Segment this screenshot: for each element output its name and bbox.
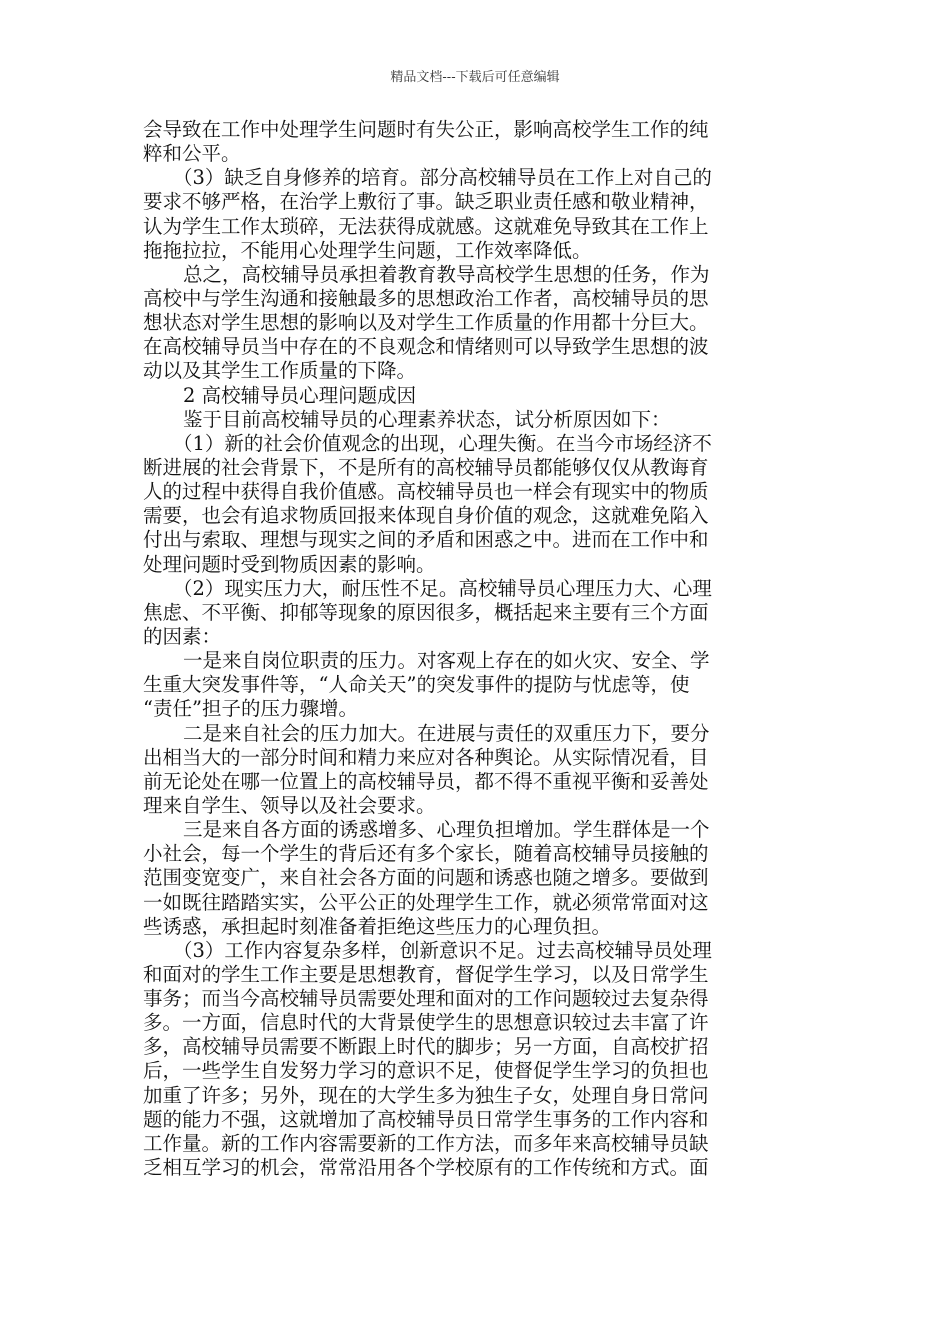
text-line: 乏相互学习的机会，常常沿用各个学校原有的工作传统和方式。面	[143, 1156, 709, 1180]
text-line: 和面对的学生工作主要是思想教育，督促学生学习，以及日常学生	[143, 962, 709, 986]
text-line: 想状态对学生思想的影响以及对学生工作质量的作用都十分巨大。	[143, 311, 709, 335]
text-line: 焦虑、不平衡、抑郁等现象的原因很多，概括起来主要有三个方面	[143, 600, 709, 624]
text-line: 事务；而当今高校辅导员需要处理和面对的工作问题较过去复杂得	[143, 987, 709, 1011]
text-line: （3）工作内容复杂多样，创新意识不足。过去高校辅导员处理	[173, 938, 712, 962]
page-header: 精品文档---下载后可任意编辑	[390, 70, 560, 85]
text-line: 三是来自各方面的诱惑增多、心理负担增加。学生群体是一个	[183, 818, 710, 842]
text-line: 人的过程中获得自我价值感。高校辅导员也一样会有现实中的物质	[143, 480, 709, 504]
text-line: 付出与索取、理想与现实之间的矛盾和困惑之中。进而在工作中和	[143, 528, 709, 552]
text-line: 一如既往踏踏实实，公平公正的处理学生工作，就必须常常面对这	[143, 890, 709, 914]
text-line: 后，一些学生自发努力学习的意识不足，使督促学生学习的负担也	[143, 1059, 709, 1083]
text-line: 断进展的社会背景下，不是所有的高校辅导员都能够仅仅从教诲育	[143, 455, 709, 479]
text-line: 在高校辅导员当中存在的不良观念和情绪则可以导致学生思想的波	[143, 335, 709, 359]
text-line: 多，高校辅导员需要不断跟上时代的脚步；另一方面，自高校扩招	[143, 1035, 709, 1059]
text-line: （1）新的社会价值观念的出现，心理失衡。在当今市场经济不	[173, 431, 712, 455]
text-line: （3）缺乏自身修养的培育。部分高校辅导员在工作上对自己的	[173, 166, 712, 190]
document-body	[143, 118, 809, 1180]
text-line: 高校中与学生沟通和接触最多的思想政治工作者，高校辅导员的思	[143, 286, 709, 310]
text-line: 需要，也会有追求物质回报来体现自身价值的观念，这就难免陷入	[143, 504, 709, 528]
text-line: 范围变宽变广，来自社会各方面的问题和诱惑也随之增多。要做到	[143, 866, 709, 890]
text-line: 些诱惑，承担起时刻准备着拒绝这些压力的心理负担。	[143, 914, 612, 938]
text-line: 的因素：	[143, 624, 222, 648]
text-line: 前无论处在哪一位置上的高校辅导员，都不得不重视平衡和妥善处	[143, 769, 709, 793]
text-line: 出相当大的一部分时间和精力来应对各种舆论。从实际情况看，目	[143, 745, 709, 769]
text-line: 拖拖拉拉，不能用心处理学生问题，工作效率降低。	[143, 238, 592, 262]
text-line: 多。一方面，信息时代的大背景使学生的思想意识较过去丰富了许	[143, 1011, 709, 1035]
text-line: 会导致在工作中处理学生问题时有失公正，影响高校学生工作的纯	[143, 118, 709, 141]
text-line: 鉴于目前高校辅导员的心理素养状态，试分析原因如下：	[183, 407, 671, 431]
text-line: 动以及其学生工作质量的下降。	[143, 359, 417, 383]
text-line: 一是来自岗位职责的压力。对客观上存在的如火灾、安全、学	[183, 649, 710, 673]
text-line: 题的能力不强，这就增加了高校辅导员日常学生事务的工作内容和	[143, 1107, 709, 1131]
text-line: 二是来自社会的压力加大。在进展与责任的双重压力下，要分	[183, 721, 710, 745]
text-line: 粹和公平。	[143, 142, 241, 166]
text-line: 理来自学生、领导以及社会要求。	[143, 793, 436, 817]
text-line: 加重了许多；另外，现在的大学生多为独生子女，处理自身日常问	[143, 1083, 709, 1107]
text-line: 要求不够严格，在治学上敷衍了事。缺乏职业责任感和敬业精神，	[143, 190, 709, 214]
text-line: 小社会，每一个学生的背后还有多个家长，随着高校辅导员接触的	[143, 842, 709, 866]
text-line: （2）现实压力大，耐压性不足。高校辅导员心理压力大、心理	[173, 576, 712, 600]
text-line: 工作量。新的工作内容需要新的工作方法，而多年来高校辅导员缺	[143, 1131, 709, 1155]
text-line: 2 高校辅导员心理问题成因	[183, 383, 417, 407]
text-line: 生重大突发事件等，“人命关天”的突发事件的提防与忧虑等，使	[143, 673, 690, 697]
text-line: 处理问题时受到物质因素的影响。	[143, 552, 436, 576]
text-line: “责任”担子的压力骤增。	[143, 697, 358, 721]
text-line: 总之，高校辅导员承担着教育教导高校学生思想的任务，作为	[183, 262, 710, 286]
text-line: 认为学生工作太琐碎，无法获得成就感。这就难免导致其在工作上	[143, 214, 709, 238]
